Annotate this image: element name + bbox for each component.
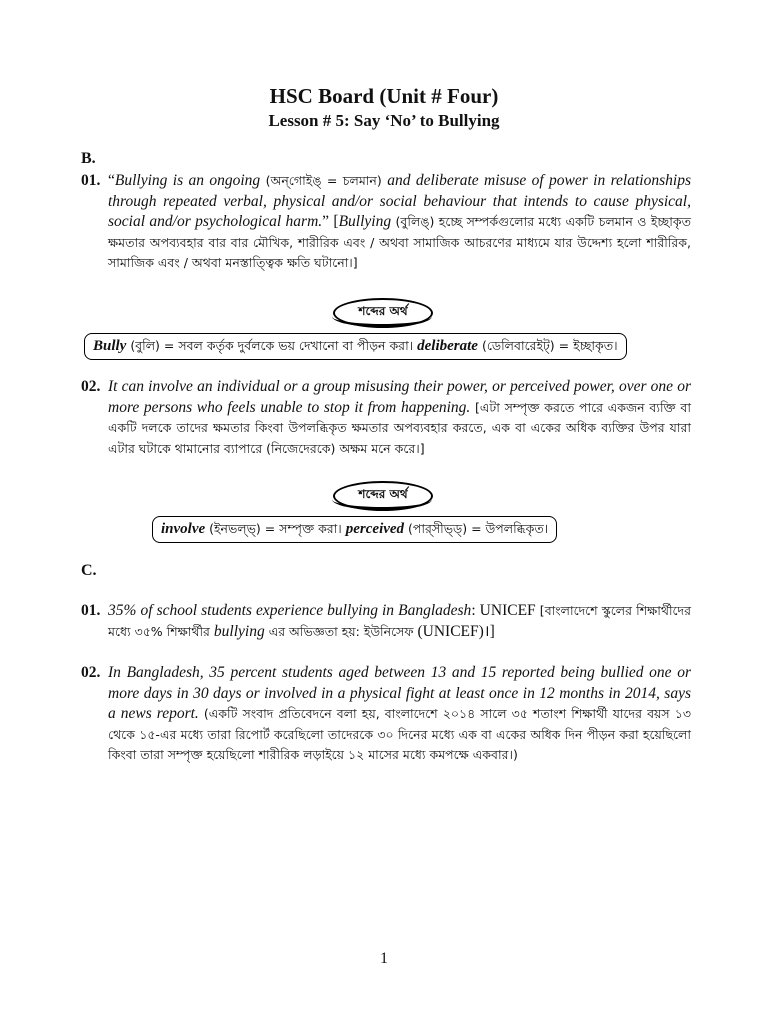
item-number: 02. — [81, 664, 101, 681]
vocab-box-2: involve (ইনভল্‌ভ্) = সম্পৃক্ত করা। perceived (পার্‌সীভ্‌ড্) = উপলব্ধিকৃত। — [152, 516, 557, 543]
page-title: HSC Board (Unit # Four) — [269, 84, 499, 108]
section-b-item-1 — [81, 171, 691, 274]
item-number: 01. — [81, 602, 101, 619]
item-text: In Bangladesh, 35 percent students aged between 13 and 15 reported being bullied one or more days in 30 days or involved in a physical fight at least once in 12 months in 2014, says a news report. (একটি সংবাদ প্রতিবেদনে বলা হয়, বাংলাদেশে ২০১৪ সালে ৩৫ শতাংশ শিক্ষার্থী যাদের বয়স ১৩ থেকে ১৫-এর মধ্যে তারা রিপোর্ট করেছিলো তাদেরকে ৩০ দিনের মধ্যে এক বা একের অধিক দিন পীড়ন করা হয়েছিলো কিংবা তারা সম্পৃক্ত হয়েছিলো শারীরিক লড়াইয়ে ১২ মাসের মধ্যে কমপক্ষে একবার।) — [108, 664, 691, 762]
item-text: “Bullying is an ongoing (অন্‌গোইঙ্‌ = চলমান) and deliberate misuse of power in relationships through repeated verbal, physical and/or social behaviour that intends to cause physical, social and/or psychological harm.” [Bullying (বুলিঙ্‌) হচ্ছে সম্পর্কগুলোর মধ্যে একটি চলমান ও ইচ্ছাকৃত ক্ষমতার অপব্যবহার বার বার মৌখিক, শারীরিক এবং / অথবা সামাজিক আচরণের মাধ্যমে যার উদ্দেশ্য হলো শারীরিক, সামাজিক এবং / অথবা মনস্তাত্ত্বিক ক্ষতি ঘটানো।] — [108, 172, 691, 270]
vocab-badge: শব্দের অর্থ — [333, 481, 433, 511]
item-text: It can involve an individual or a group misusing their power, or perceived power, over one or more persons who feels unable to stop it from happening. [এটা সম্পৃক্ত করতে পারে একজন ব্যক্তি বা একটি দলকে তাদের ক্ষমতার কিংবা উপলব্ধিকৃত ক্ষমতার অপব্যবহার করতে, এক বা একের অধিক ব্যক্তির উপর যারা এটার ঘটাকে থামানোর ব্যাপারে (নিজেদেরকে) অক্ষম মনে করে।] — [108, 378, 691, 456]
section-b-item-2 — [81, 377, 691, 459]
section-c-item-1 — [81, 601, 691, 642]
section-c-item-2 — [81, 663, 691, 766]
item-text: 35% of school students experience bullying in Bangladesh: UNICEF [বাংলাদেশে স্কুলের শিক্ষার্থীদের মধ্যে ৩৫% শিক্ষার্থীর bullying এর অভিজ্ঞতা হয়: ইউনিসেফ (UNICEF)।] — [108, 602, 691, 640]
lesson-title: Lesson # 5: Say ‘No’ to Bullying — [268, 111, 500, 130]
vocab-box-1: Bully (বুলি) = সবল কর্তৃক দুর্বলকে ভয় দেখানো বা পীড়ন করা। deliberate (ডেলিবারেইট্) = ইচ্ছাকৃত। — [84, 333, 627, 360]
item-number: 02. — [81, 378, 101, 395]
page-number: 1 — [380, 950, 388, 967]
item-number: 01. — [81, 172, 101, 189]
section-b-label: B. — [81, 150, 96, 167]
section-c-label: C. — [81, 562, 97, 579]
vocab-badge: শব্দের অর্থ — [333, 298, 433, 328]
